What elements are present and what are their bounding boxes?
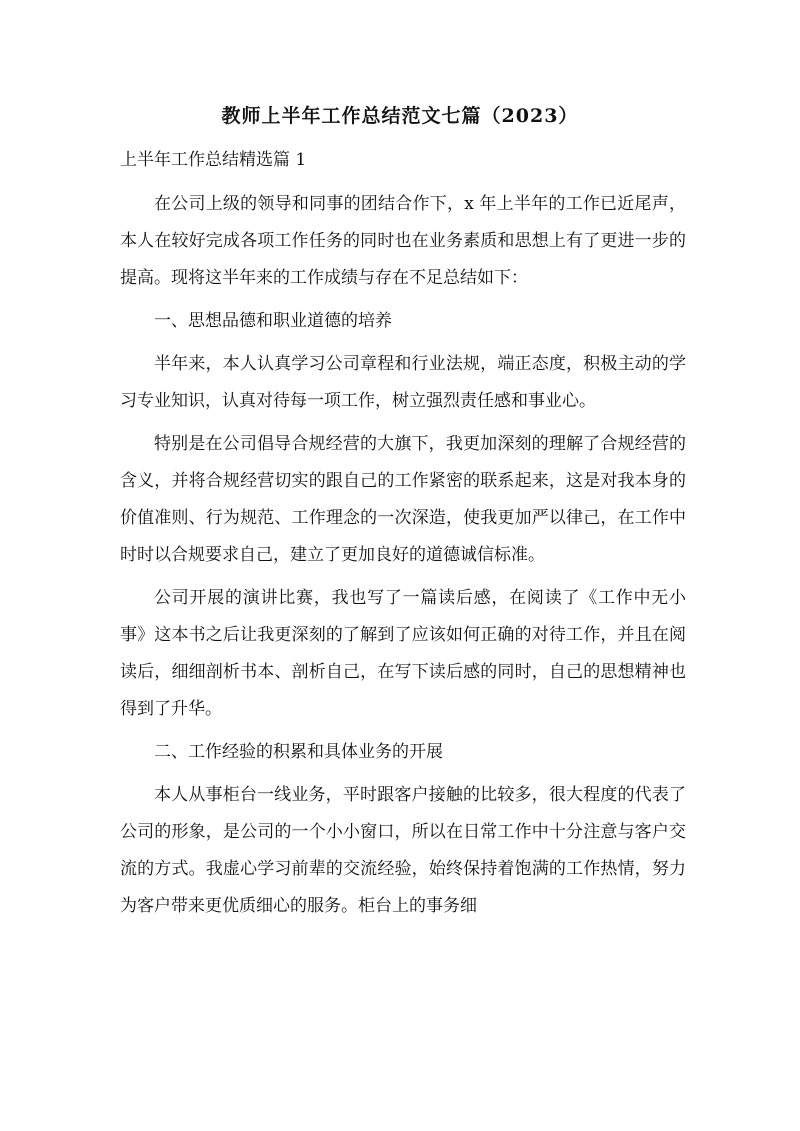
section-heading-2: 二、工作经验的积累和具体业务的开展	[154, 742, 443, 762]
document-subtitle: 上半年工作总结精选篇 1	[120, 150, 307, 170]
paragraph-intro: 在公司上级的领导和同事的团结合作下，x 年上半年的工作已近尾声，本人在较好完成各项工作任务的同时也在业务素质和思想上有了更进一步的提高。现将这半年来的工作成绩与存在不足总结如下：	[120, 194, 686, 288]
paragraph-study: 半年来，本人认真学习公司章程和行业法规，端正态度，积极主动的学习专业知识，认真对待每一项工作，树立强烈责任感和事业心。	[120, 354, 686, 411]
paragraph-reading: 公司开展的演讲比赛，我也写了一篇读后感，在阅读了《工作中无小事》这本书之后让我更深刻的了解到了应该如何正确的对待工作，并且在阅读后，细细剖析书本、剖析自己，在写下读后感的同时，自己的思想精神也得到了升华。	[120, 588, 686, 719]
document-title: 教师上半年工作总结范文七篇（2023）	[221, 105, 579, 127]
document-body	[120, 186, 686, 931]
section-heading-1: 一、思想品德和职业道德的培养	[154, 311, 392, 331]
paragraph-counter-work: 本人从事柜台一线业务，平时跟客户接触的比较多，很大程度的代表了公司的形象，是公司的一个小小窗口，所以在日常工作中十分注意与客户交流的方式。我虚心学习前辈的交流经验，始终保持着饱满的工作热情，努力为客户带来更优质细心的服务。柜台上的事务细	[120, 785, 686, 916]
paragraph-compliance: 特别是在公司倡导合规经营的大旗下，我更加深刻的理解了合规经营的含义，并将合规经营切实的跟自己的工作紧密的联系起来，这是对我本身的价值准则、行为规范、工作理念的一次深造，使我更加严以律己，在工作中时时以合规要求自己，建立了更加良好的道德诚信标准。	[120, 434, 686, 565]
